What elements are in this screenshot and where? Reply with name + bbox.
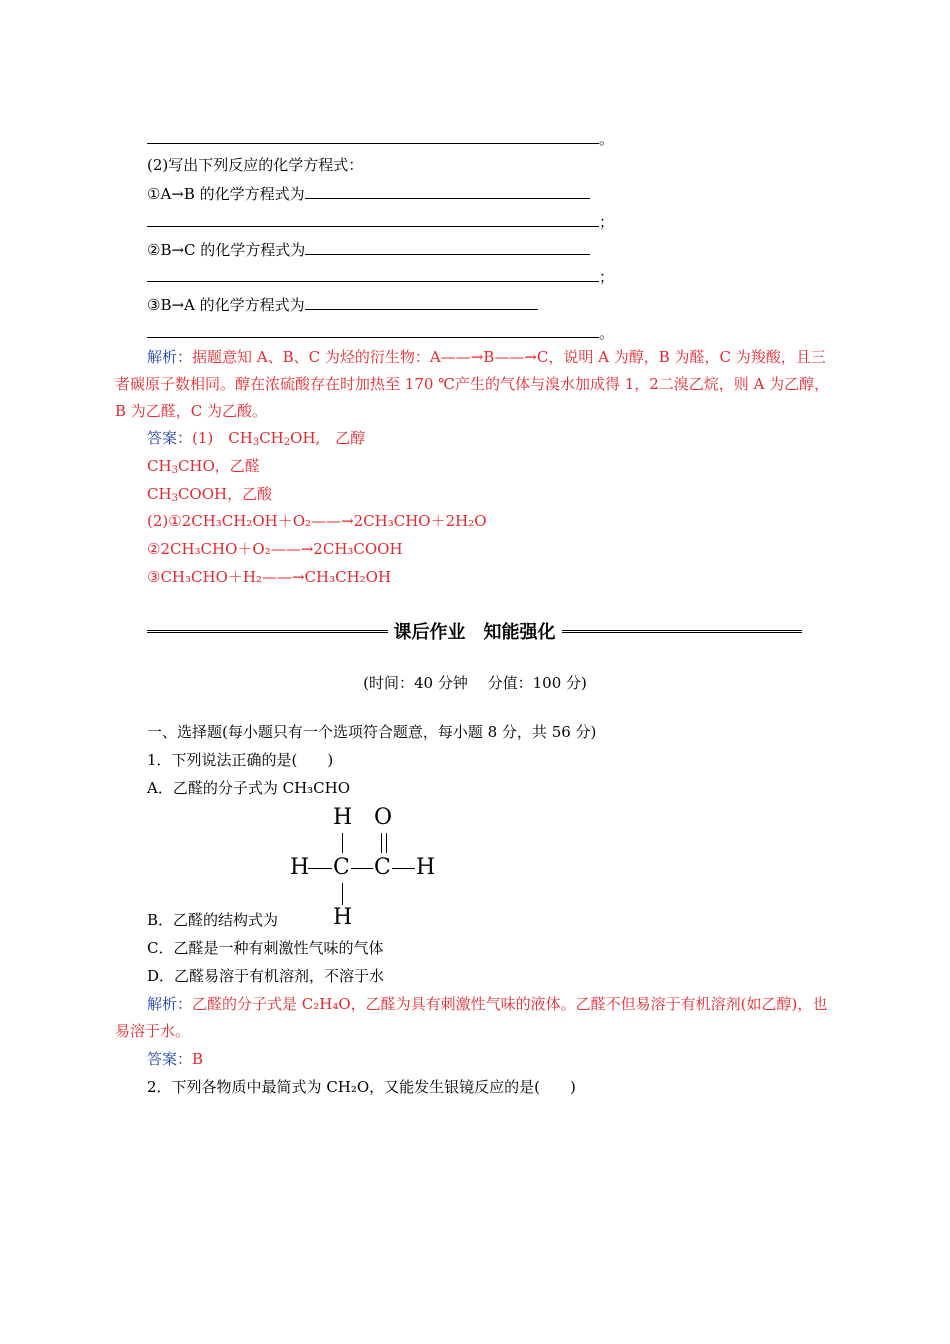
option-a[interactable]: A．乙醛的分子式为 CH₃CHO <box>147 779 351 797</box>
section-header <box>147 618 802 644</box>
bond-h-c1 <box>308 868 332 869</box>
answer-blank[interactable] <box>305 294 538 310</box>
answer-blank[interactable] <box>305 239 590 255</box>
blank-line-1: 。 <box>147 128 614 149</box>
part-1-heading: 一、选择题(每小题只有一个选项符合题意，每小题 8 分，共 56 分) <box>147 723 597 741</box>
answer-1-line-2: $CH_3CHO$，乙醛 <box>147 457 260 476</box>
answer-1-equation-1: (2)①2CH₃CH₂OH＋O₂——→2CH₃CHO＋2H₂O <box>147 512 487 530</box>
answer-1-equation-2: ②2CH₃CHO＋O₂——→2CH₃COOH <box>147 540 403 558</box>
bond-c2-o-double-a <box>381 833 382 853</box>
exam-meta: (时间：40 分钟 分值：100 分) <box>363 674 587 692</box>
equation-3-continuation: 。 <box>147 322 614 343</box>
answer-blank[interactable] <box>147 322 599 338</box>
bond-c1-h-bottom <box>342 883 343 905</box>
answer-1-equation-3: ③CH₃CHO＋H₂——→CH₃CH₂OH <box>147 568 392 586</box>
equation-2-continuation: ； <box>147 266 614 287</box>
answer-1-line-1: 答案：(1) $CH_3CH_2OH$, 乙醇 <box>147 429 366 448</box>
equation-3-prompt: ③B→A 的化学方程式为 <box>147 294 538 315</box>
answer-blank[interactable] <box>305 183 590 199</box>
equation-1-prompt: ①A→B 的化学方程式为 <box>147 183 590 204</box>
answer-1-line-3: $CH_3COOH$，乙酸 <box>147 485 273 504</box>
option-c[interactable]: C．乙醛是一种有刺激性气味的气体 <box>147 939 384 957</box>
analysis-label: 解析： <box>147 995 193 1013</box>
question-1: 1．下列说法正确的是( ) <box>147 751 334 769</box>
question-2: 2．下列各物质中最简式为 CH₂O，又能发生银镜反应的是( ) <box>147 1078 576 1096</box>
answer-2: 答案：B <box>147 1050 204 1068</box>
section-rule-right <box>562 630 803 633</box>
bond-c2-h <box>392 868 415 869</box>
bond-c2-o-double-b <box>386 833 387 853</box>
analysis-label: 解析： <box>147 348 193 366</box>
answer-blank[interactable] <box>147 266 599 282</box>
section-title: 课后作业 知能强化 <box>393 622 556 643</box>
atom-h-bottom: H <box>333 905 353 930</box>
atom-c-2: C <box>374 855 391 880</box>
answer-value: B <box>192 1050 204 1068</box>
option-b[interactable]: B．乙醛的结构式为 <box>147 911 279 929</box>
analysis-text: 乙醛的分子式是 C₂H₄O，乙醛为具有刺激性气味的液体。乙醛不但易溶于有机溶剂(如乙醇)，也易溶于水。 <box>115 995 828 1040</box>
question-2-title: (2)写出下列反应的化学方程式： <box>147 156 364 174</box>
bond-c1-h-top <box>342 833 343 853</box>
atom-o-top: O <box>374 805 393 830</box>
option-d[interactable]: D．乙醛易溶于有机溶剂，不溶于水 <box>147 967 385 985</box>
analysis-2 <box>115 991 835 1045</box>
analysis-text: 据题意知 A、B、C 为烃的衍生物：A——→B——→C，说明 A 为醇，B 为醛，C 为羧酸，且三者碳原子数相同。醇在浓硫酸存在时加热至 170 ℃产生的气体与溴水加成得 1，2二溴乙烷，则 A 为乙醇，B 为乙醛，C 为乙酸。 <box>115 348 830 420</box>
atom-h-left: H <box>290 855 310 880</box>
acetaldehyde-structure <box>288 805 448 930</box>
equation-1-continuation: ； <box>147 211 614 232</box>
atom-h-right: H <box>416 855 436 880</box>
bond-c1-c2 <box>351 868 373 869</box>
equation-2-prompt: ②B→C 的化学方程式为 <box>147 239 590 260</box>
answer-blank[interactable] <box>147 211 599 227</box>
atom-c-1: C <box>333 855 350 880</box>
section-rule-left <box>147 630 388 633</box>
atom-h-top: H <box>333 805 353 830</box>
answer-blank[interactable] <box>147 128 599 144</box>
analysis-1 <box>115 344 835 425</box>
